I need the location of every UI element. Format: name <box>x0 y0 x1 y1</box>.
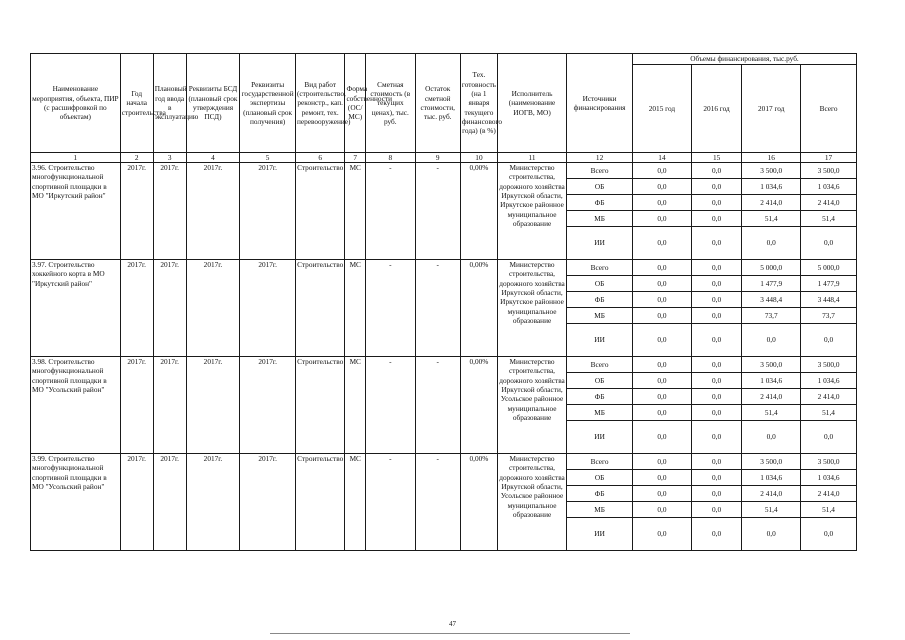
value-2015: 0,0 <box>633 454 692 470</box>
column-number: 9 <box>415 153 460 163</box>
value-2016: 0,0 <box>691 502 742 518</box>
value-2017: 5 000,0 <box>742 260 801 276</box>
column-numbers-row <box>31 153 857 163</box>
table-row <box>31 260 857 276</box>
estimated-cost: - <box>366 163 415 260</box>
value-2016: 0,0 <box>691 486 742 502</box>
header-name: Наименование мероприятия, объекта, ПИР (с расшифровкой по объектам) <box>31 54 121 153</box>
value-2017: 0,0 <box>742 421 801 454</box>
funding-source: МБ <box>567 211 633 227</box>
value-total: 73,7 <box>801 308 857 324</box>
plan-year: 2017г. <box>153 163 186 260</box>
value-total: 0,0 <box>801 324 857 357</box>
funding-source: ИИ <box>567 324 633 357</box>
value-2017: 0,0 <box>742 324 801 357</box>
header-start-year: Год начала строительства <box>120 54 153 153</box>
value-2015: 0,0 <box>633 163 692 179</box>
column-number: 1 <box>31 153 121 163</box>
value-2016: 0,0 <box>691 163 742 179</box>
value-2015: 0,0 <box>633 373 692 389</box>
header-remaining-cost: Остаток сметной стоимости, тыс. руб. <box>415 54 460 153</box>
value-2016: 0,0 <box>691 260 742 276</box>
executor: Министерство строительства, дорожного хозяйства Иркутской области, Усольское районное муниципальное образование <box>498 357 567 454</box>
funding-source: ИИ <box>567 518 633 551</box>
value-total: 5 000,0 <box>801 260 857 276</box>
value-2016: 0,0 <box>691 276 742 292</box>
value-2017: 51,4 <box>742 502 801 518</box>
bsd-requisites: 2017г. <box>186 357 240 454</box>
column-number: 16 <box>742 153 801 163</box>
executor: Министерство строительства, дорожного хозяйства Иркутской области, Иркутское районное муниципальное образование <box>498 163 567 260</box>
value-2017: 2 414,0 <box>742 486 801 502</box>
estimated-cost: - <box>366 357 415 454</box>
value-2015: 0,0 <box>633 405 692 421</box>
value-total: 1 034,6 <box>801 373 857 389</box>
ownership-form: МС <box>345 163 366 260</box>
value-2016: 0,0 <box>691 373 742 389</box>
header-executor: Исполнитель (наименование ИОГВ, МО) <box>498 54 567 153</box>
header-expertise: Реквизиты государственной экспертизы (плановый срок получения) <box>240 54 296 153</box>
funding-source: ФБ <box>567 292 633 308</box>
header-bsd: Реквизиты БСД (плановый срок утверждения ПСД) <box>186 54 240 153</box>
value-total: 0,0 <box>801 227 857 260</box>
value-2015: 0,0 <box>633 179 692 195</box>
value-2016: 0,0 <box>691 405 742 421</box>
value-2015: 0,0 <box>633 211 692 227</box>
plan-year: 2017г. <box>153 357 186 454</box>
estimated-cost: - <box>366 454 415 551</box>
funding-source: ИИ <box>567 227 633 260</box>
value-2016: 0,0 <box>691 324 742 357</box>
value-2017: 51,4 <box>742 405 801 421</box>
funding-source: Всего <box>567 260 633 276</box>
value-2016: 0,0 <box>691 389 742 405</box>
readiness-percent: 0,00% <box>460 454 497 551</box>
column-number: 14 <box>633 153 692 163</box>
funding-source: МБ <box>567 502 633 518</box>
column-number: 2 <box>120 153 153 163</box>
value-2017: 3 500,0 <box>742 357 801 373</box>
table-row <box>31 357 857 373</box>
funding-source: МБ <box>567 405 633 421</box>
bsd-requisites: 2017г. <box>186 163 240 260</box>
header-sources: Источники финансирования <box>567 54 633 153</box>
value-2015: 0,0 <box>633 195 692 211</box>
header-readiness: Тех. готовность (на 1 января текущего финансового года) (в %) <box>460 54 497 153</box>
value-2017: 1 034,6 <box>742 470 801 486</box>
value-2016: 0,0 <box>691 518 742 551</box>
executor: Министерство строительства, дорожного хозяйства Иркутской области, Усольское районное муниципальное образование <box>498 454 567 551</box>
value-2015: 0,0 <box>633 324 692 357</box>
funding-source: ФБ <box>567 486 633 502</box>
work-type: Строительство <box>295 454 344 551</box>
funding-table <box>30 53 857 551</box>
work-type: Строительство <box>295 260 344 357</box>
value-2015: 0,0 <box>633 421 692 454</box>
object-name: 3.99. Строительство многофункциональной спортивной площадки в МО "Усольский район" <box>31 454 121 551</box>
value-2017: 1 034,6 <box>742 373 801 389</box>
expertise-requisites: 2017г. <box>240 163 296 260</box>
value-2017: 1 477,9 <box>742 276 801 292</box>
value-2015: 0,0 <box>633 502 692 518</box>
plan-year: 2017г. <box>153 454 186 551</box>
remaining-cost: - <box>415 454 460 551</box>
value-2017: 3 500,0 <box>742 163 801 179</box>
value-2017: 1 034,6 <box>742 179 801 195</box>
value-2016: 0,0 <box>691 470 742 486</box>
value-total: 2 414,0 <box>801 195 857 211</box>
value-2016: 0,0 <box>691 195 742 211</box>
funding-source: Всего <box>567 357 633 373</box>
value-total: 3 448,4 <box>801 292 857 308</box>
value-2016: 0,0 <box>691 357 742 373</box>
header-2017: 2017 год <box>742 65 801 153</box>
header-ownership: Форма собственности (ОС/МС) <box>345 54 366 153</box>
header-total: Всего <box>801 65 857 153</box>
value-2016: 0,0 <box>691 454 742 470</box>
column-number: 10 <box>460 153 497 163</box>
bsd-requisites: 2017г. <box>186 260 240 357</box>
value-total: 0,0 <box>801 421 857 454</box>
value-total: 51,4 <box>801 405 857 421</box>
start-year: 2017г. <box>120 260 153 357</box>
value-2017: 51,4 <box>742 211 801 227</box>
value-total: 3 500,0 <box>801 454 857 470</box>
value-total: 51,4 <box>801 502 857 518</box>
value-2016: 0,0 <box>691 421 742 454</box>
table-row <box>31 454 857 470</box>
column-number: 12 <box>567 153 633 163</box>
ownership-form: МС <box>345 454 366 551</box>
funding-source: ИИ <box>567 421 633 454</box>
value-2015: 0,0 <box>633 486 692 502</box>
column-number: 5 <box>240 153 296 163</box>
start-year: 2017г. <box>120 454 153 551</box>
column-number: 7 <box>345 153 366 163</box>
readiness-percent: 0,00% <box>460 260 497 357</box>
value-2016: 0,0 <box>691 211 742 227</box>
value-2017: 3 448,4 <box>742 292 801 308</box>
header-plan-year: Плановый год ввода в эксплуатацию <box>153 54 186 153</box>
executor: Министерство строительства, дорожного хозяйства Иркутской области, Иркутское районное муниципальное образование <box>498 260 567 357</box>
funding-source: ФБ <box>567 389 633 405</box>
object-name: 3.97. Строительство хоккейного корта в МО "Иркутский район" <box>31 260 121 357</box>
funding-source: ОБ <box>567 276 633 292</box>
column-number: 8 <box>366 153 415 163</box>
funding-source: ОБ <box>567 373 633 389</box>
value-total: 2 414,0 <box>801 389 857 405</box>
value-total: 51,4 <box>801 211 857 227</box>
value-total: 1 034,6 <box>801 470 857 486</box>
header-estimated-cost: Сметная стоимость (в текущих ценах), тыс. руб. <box>366 54 415 153</box>
value-total: 0,0 <box>801 518 857 551</box>
column-number: 17 <box>801 153 857 163</box>
ownership-form: МС <box>345 260 366 357</box>
object-name: 3.96. Строительство многофункциональной спортивной площадки в МО "Иркутский район" <box>31 163 121 260</box>
funding-source: ОБ <box>567 470 633 486</box>
value-2015: 0,0 <box>633 470 692 486</box>
funding-source: Всего <box>567 454 633 470</box>
column-number: 3 <box>153 153 186 163</box>
funding-source: Всего <box>567 163 633 179</box>
value-2015: 0,0 <box>633 357 692 373</box>
start-year: 2017г. <box>120 163 153 260</box>
value-2015: 0,0 <box>633 389 692 405</box>
value-2016: 0,0 <box>691 179 742 195</box>
value-2015: 0,0 <box>633 518 692 551</box>
readiness-percent: 0,00% <box>460 357 497 454</box>
table-row <box>31 163 857 179</box>
column-number: 15 <box>691 153 742 163</box>
value-2017: 73,7 <box>742 308 801 324</box>
value-total: 3 500,0 <box>801 357 857 373</box>
plan-year: 2017г. <box>153 260 186 357</box>
header-funding-group: Объемы финансирования, тыс.руб. <box>633 54 857 65</box>
readiness-percent: 0,00% <box>460 163 497 260</box>
value-2016: 0,0 <box>691 227 742 260</box>
value-2015: 0,0 <box>633 260 692 276</box>
value-2015: 0,0 <box>633 227 692 260</box>
start-year: 2017г. <box>120 357 153 454</box>
value-total: 2 414,0 <box>801 486 857 502</box>
value-2016: 0,0 <box>691 308 742 324</box>
expertise-requisites: 2017г. <box>240 454 296 551</box>
column-number: 4 <box>186 153 240 163</box>
expertise-requisites: 2017г. <box>240 260 296 357</box>
value-2015: 0,0 <box>633 308 692 324</box>
remaining-cost: - <box>415 163 460 260</box>
remaining-cost: - <box>415 260 460 357</box>
funding-source: МБ <box>567 308 633 324</box>
value-2016: 0,0 <box>691 292 742 308</box>
header-2015: 2015 год <box>633 65 692 153</box>
object-name: 3.98. Строительство многофункциональной спортивной площадки в МО "Усольский район" <box>31 357 121 454</box>
funding-source: ОБ <box>567 179 633 195</box>
value-total: 1 477,9 <box>801 276 857 292</box>
column-number: 11 <box>498 153 567 163</box>
header-work-type: Вид работ (строительство, реконстр., кап. ремонт, тех. перевооружение) <box>295 54 344 153</box>
bsd-requisites: 2017г. <box>186 454 240 551</box>
value-2017: 2 414,0 <box>742 195 801 211</box>
value-2017: 2 414,0 <box>742 389 801 405</box>
value-2017: 3 500,0 <box>742 454 801 470</box>
work-type: Строительство <box>295 163 344 260</box>
expertise-requisites: 2017г. <box>240 357 296 454</box>
column-number: 6 <box>295 153 344 163</box>
bottom-divider <box>270 633 630 634</box>
page-number: 47 <box>449 620 456 628</box>
value-2015: 0,0 <box>633 292 692 308</box>
remaining-cost: - <box>415 357 460 454</box>
ownership-form: МС <box>345 357 366 454</box>
value-total: 1 034,6 <box>801 179 857 195</box>
funding-source: ФБ <box>567 195 633 211</box>
value-total: 3 500,0 <box>801 163 857 179</box>
value-2015: 0,0 <box>633 276 692 292</box>
header-2016: 2016 год <box>691 65 742 153</box>
work-type: Строительство <box>295 357 344 454</box>
value-2017: 0,0 <box>742 518 801 551</box>
value-2017: 0,0 <box>742 227 801 260</box>
estimated-cost: - <box>366 260 415 357</box>
